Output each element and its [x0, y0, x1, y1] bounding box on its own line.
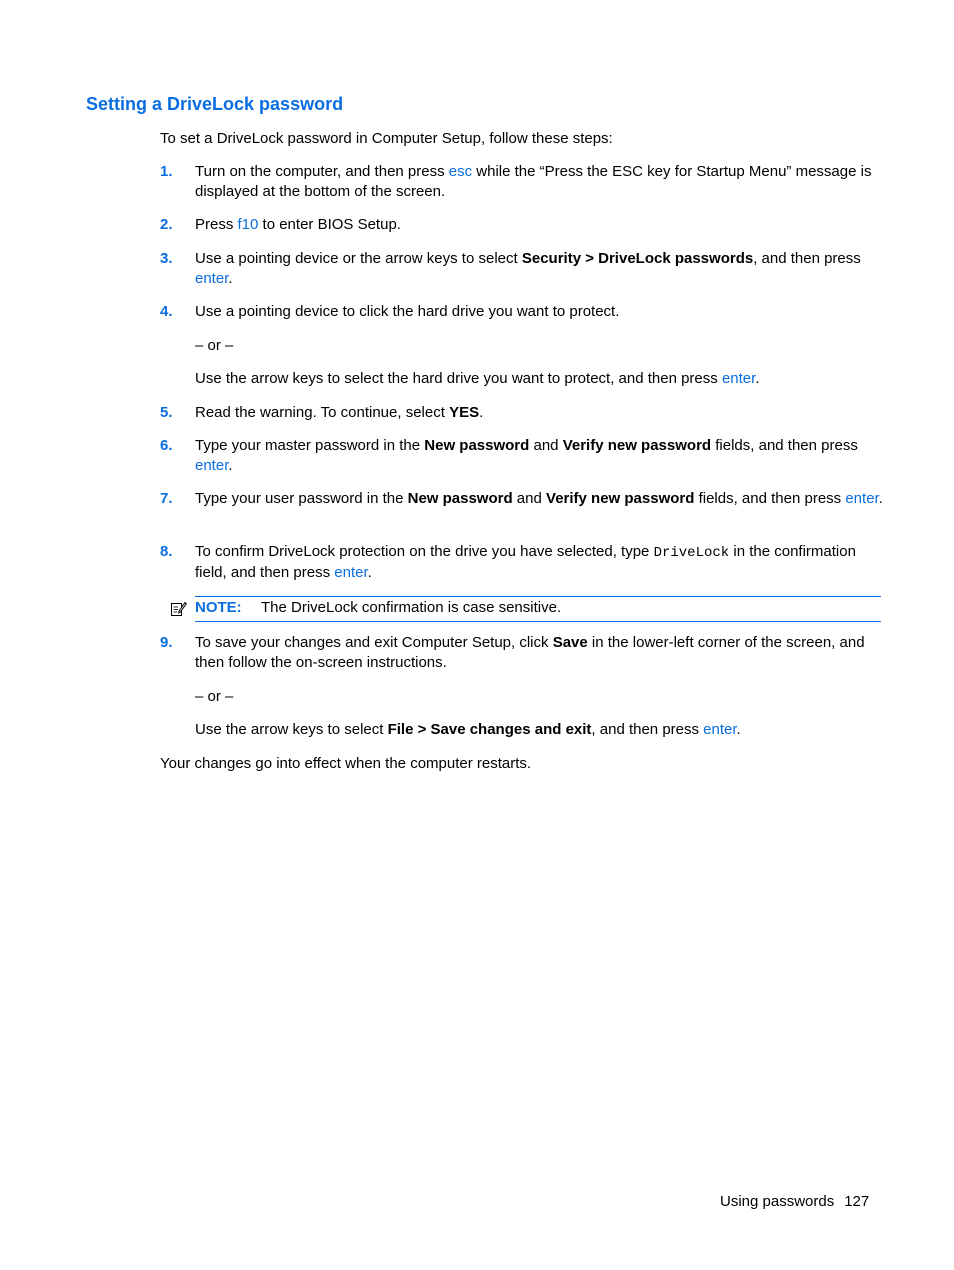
- key-enter: enter: [334, 564, 368, 581]
- note-label: NOTE:: [195, 599, 242, 616]
- code-drivelock: DriveLock: [653, 545, 730, 561]
- footer-section: Using passwords: [720, 1193, 835, 1210]
- key-esc: esc: [448, 163, 473, 180]
- key-enter: enter: [195, 270, 229, 287]
- step-number: 1.: [160, 163, 173, 180]
- step-1-text: Turn on the computer, and then press esc while the “Press the ESC key for Startup Menu” message is displayed at the bottom of the screen.: [195, 163, 872, 200]
- step-number: 7.: [160, 490, 173, 507]
- step-7-text: Type your user password in the New password and Verify new password fields, and then press enter.: [195, 490, 883, 507]
- step-number: 6.: [160, 437, 173, 454]
- key-enter: enter: [845, 490, 879, 507]
- key-enter: enter: [703, 721, 737, 738]
- step-number: 5.: [160, 404, 173, 421]
- step-3-text: Use a pointing device or the arrow keys to select Security > DriveLock passwords, and then press enter.: [195, 250, 861, 287]
- outro-paragraph: Your changes go into effect when the computer restarts.: [160, 755, 532, 772]
- step-4-alternative: Use the arrow keys to select the hard drive you want to protect, and then press enter.: [195, 370, 760, 387]
- step-number: 4.: [160, 303, 173, 320]
- step-2-text: Press f10 to enter BIOS Setup.: [195, 216, 401, 233]
- note-box: [195, 596, 881, 622]
- note-pencil-icon: [170, 600, 187, 617]
- step-4-text: Use a pointing device to click the hard drive you want to protect.: [195, 303, 620, 320]
- step-number: 9.: [160, 634, 173, 651]
- or-separator: – or –: [195, 688, 234, 705]
- key-enter: enter: [721, 370, 756, 387]
- step-number: 2.: [160, 216, 173, 233]
- step-number: 8.: [160, 543, 173, 560]
- or-separator: – or –: [195, 337, 234, 354]
- step-number: 3.: [160, 250, 173, 267]
- key-enter: enter: [195, 457, 229, 474]
- note-text: The DriveLock confirmation is case sensitive.: [261, 599, 562, 616]
- page-number: 127: [844, 1193, 870, 1210]
- section-title: Setting a DriveLock password: [86, 94, 344, 114]
- key-f10: f10: [237, 216, 259, 233]
- step-9-alternative: Use the arrow keys to select File > Save changes and exit, and then press enter.: [195, 721, 741, 738]
- step-6-text: Type your master password in the New password and Verify new password fields, and then press enter.: [195, 437, 858, 474]
- step-8-text: To confirm DriveLock protection on the drive you have selected, type DriveLock in the confirmation field, and then press enter.: [195, 543, 856, 581]
- step-5-text: Read the warning. To continue, select YES.: [195, 404, 484, 421]
- step-9-text: To save your changes and exit Computer Setup, click Save in the lower-left corner of the screen, and then follow the on-screen instructions.: [195, 634, 865, 671]
- intro-paragraph: To set a DriveLock password in Computer Setup, follow these steps:: [160, 130, 613, 147]
- page-footer: [720, 1192, 869, 1212]
